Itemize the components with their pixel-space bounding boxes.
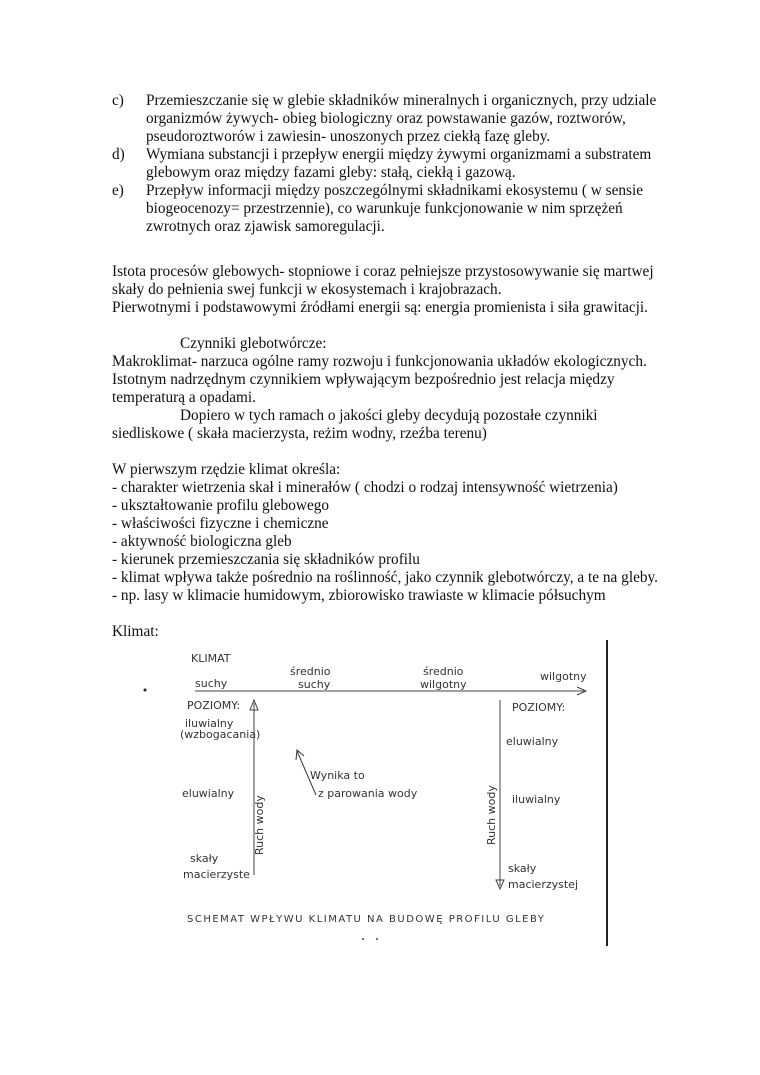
axis-label: średnio: [290, 665, 331, 678]
text-line: Przemieszczanie się w glebie składników mineralnych i organicznych, przy udziale: [146, 92, 657, 109]
left-label: eluwialny: [182, 787, 235, 800]
text-line: Wymiana substancji i przepływ energii między żywymi organizmami a substratem: [146, 146, 652, 163]
bullet-line: - właściwości fizyczne i chemiczne: [112, 515, 329, 532]
text-line: glebowym oraz między fazami gleby: stałą, ciekłą i gazową.: [146, 164, 516, 181]
left-label: skały: [190, 852, 219, 865]
diagram-title: KLIMAT: [191, 652, 231, 665]
paragraph-line: siedliskowe ( skała macierzysta, reżim wodny, rzeźba terenu): [112, 425, 487, 442]
axis-label: wilgotny: [540, 670, 587, 683]
dot: [376, 938, 378, 940]
water-movement-label: Ruch wody: [485, 785, 498, 845]
axis-label: suchy: [298, 678, 331, 691]
left-label: POZIOMY:: [187, 699, 241, 712]
paragraph-line: Istota procesów glebowych- stopniowe i coraz pełniejsze przystosowywanie się martwej: [112, 263, 654, 280]
dot: [144, 689, 147, 692]
text-line: Przepływ informacji między poszczególnymi składnikami ekosystemu ( w sensie: [146, 182, 644, 199]
section-heading: Czynniki glebotwórcze:: [180, 335, 327, 352]
paragraph-line: Dopiero w tych ramach o jakości gleby decydują pozostałe czynniki: [180, 407, 598, 424]
bullet-line: - np. lasy w klimacie humidowym, zbiorowisko trawiaste w klimacie półsuchym: [112, 587, 606, 604]
diagram-caption: SCHEMAT WPŁYWU KLIMATU NA BUDOWĘ PROFILU GLEBY: [187, 914, 546, 925]
paragraph-line: Klimat:: [112, 623, 159, 640]
right-label: POZIOMY:: [512, 701, 566, 714]
right-label: macierzystej: [508, 878, 579, 891]
right-label: iluwialny: [512, 793, 561, 806]
bullet-line: - aktywność biologiczna gleb: [112, 533, 292, 550]
water-movement-label: Ruch wody: [253, 795, 266, 855]
middle-note: z parowania wody: [318, 787, 418, 800]
left-label: macierzyste: [183, 868, 250, 881]
paragraph-line: Makroklimat- narzuca ogólne ramy rozwoju i funkcjonowania układów ekologicznych.: [112, 353, 647, 370]
paragraph-line: Istotnym nadrzędnym czynnikiem wpływającym bezpośrednio jest relacja między: [112, 371, 615, 388]
paragraph-line: W pierwszym rzędzie klimat określa:: [112, 461, 341, 478]
text-line: pseudoroztworów i zawiesin- unoszonych przez ciekłą fazę gleby.: [146, 128, 551, 145]
left-label: iluwialny: [185, 717, 234, 730]
bullet-line: - charakter wietrzenia skał i minerałów ( chodzi o rodzaj intensywność wietrzenia): [112, 479, 618, 496]
left-label: (wzbogacania): [180, 728, 261, 741]
list-label: e): [112, 182, 124, 199]
right-label: skały: [508, 862, 537, 875]
paragraph-line: skały do pełnienia swej funkcji w ekosystemach i krajobrazach.: [112, 281, 502, 298]
right-label: eluwialny: [506, 735, 559, 748]
axis-label: średnio: [423, 665, 464, 678]
text-line: organizmów żywych- obieg biologiczny oraz powstawanie gazów, roztworów,: [146, 110, 626, 127]
bullet-line: - kierunek przemieszczania się składników profilu: [112, 551, 420, 568]
list-label: d): [112, 146, 125, 163]
bullet-line: - klimat wpływa także pośrednio na roślinność, jako czynnik glebotwórczy, a te na gleby.: [112, 569, 658, 586]
axis-label: wilgotny: [420, 678, 467, 691]
middle-note: Wynika to: [310, 769, 365, 782]
text-line: zwrotnych oraz zjawisk samoregulacji.: [146, 218, 385, 235]
list-label: c): [112, 92, 124, 109]
text-line: biogeocenozy= przestrzennie), co warunkuje funkcjonowanie w nim sprzężeń: [146, 200, 623, 217]
bullet-line: - ukształtowanie profilu glebowego: [112, 497, 330, 514]
dot: [362, 938, 364, 940]
paragraph-line: temperaturą a opadami.: [112, 389, 256, 406]
axis-label: suchy: [195, 677, 228, 690]
paragraph-line: Pierwotnymi i podstawowymi źródłami energii są: energia promienista i siła grawitacji.: [112, 299, 648, 316]
